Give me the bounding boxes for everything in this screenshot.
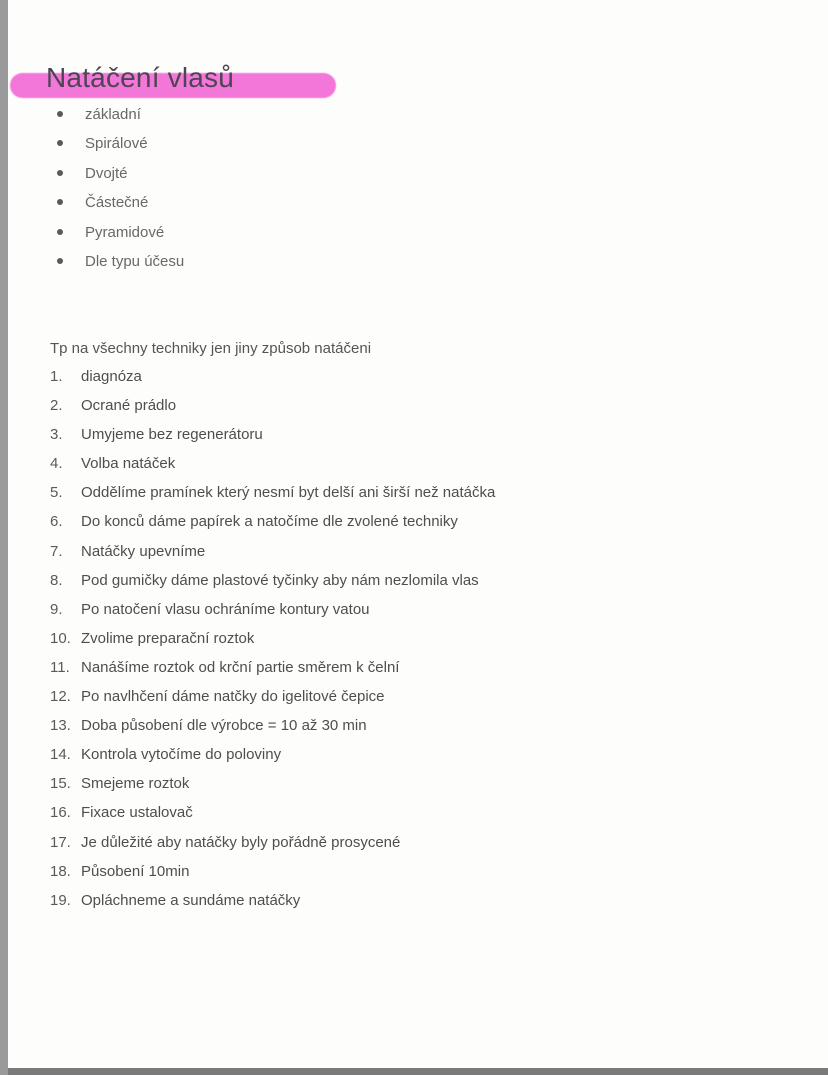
step-item: [50, 740, 495, 769]
scan-edge: [0, 0, 8, 1075]
step-text: Kontrola vytočíme do poloviny: [81, 746, 282, 764]
step-item: [50, 478, 495, 507]
intro-text: Tp na všechny techniky jen jiny způsob natáčeni: [50, 340, 372, 357]
list-item: [52, 218, 184, 247]
list-item: [52, 247, 184, 276]
step-item: [50, 769, 495, 798]
step-number: 1.: [50, 368, 63, 385]
step-item: [50, 682, 495, 711]
step-item: [50, 624, 495, 653]
step-text: Pod gumičky dáme plastové tyčinky aby nám nezlomila vlas: [81, 571, 479, 589]
type-label: Dvojté: [85, 164, 128, 182]
step-text: Fixace ustalovač: [81, 804, 193, 822]
list-item: [52, 129, 184, 158]
step-number: 6.: [50, 513, 63, 531]
step-number: 5.: [50, 484, 63, 502]
document-page: [8, 0, 828, 1068]
step-text: Doba působení dle výrobce = 10 až 30 min: [81, 717, 367, 735]
step-text: Působení 10min: [81, 862, 190, 880]
step-number: 13.: [50, 717, 71, 735]
bullet-icon: [57, 258, 63, 264]
step-item: [50, 886, 495, 915]
step-number: 7.: [50, 542, 63, 560]
step-text: Smejeme roztok: [81, 775, 190, 793]
step-text: Natáčky upevníme: [81, 542, 206, 560]
step-number: 10.: [50, 629, 71, 647]
page-title: Natáčení vlasů: [46, 62, 235, 93]
step-text: Do konců dáme papírek a natočíme dle zvolené techniky: [81, 513, 458, 531]
type-label: Dle typu účesu: [85, 252, 185, 270]
bullet-icon: [57, 229, 63, 235]
bullet-icon: [57, 199, 63, 205]
step-number: 17.: [50, 833, 71, 851]
step-text: Volba natáček: [81, 455, 176, 473]
step-number: 3.: [50, 426, 63, 444]
step-item: [50, 507, 495, 536]
step-item: [50, 857, 495, 886]
step-number: 2.: [50, 397, 63, 415]
step-text: Nanášíme roztok od krční partie směrem k čelní: [81, 658, 400, 676]
step-item: [50, 798, 495, 827]
step-text: Umyjeme bez regenerátoru: [81, 426, 263, 444]
step-item: [50, 828, 495, 857]
bullet-icon: [57, 170, 63, 176]
step-item: [50, 537, 495, 566]
step-item: [50, 391, 495, 420]
step-number: 18.: [50, 862, 71, 880]
types-list: [52, 100, 184, 276]
step-item: [50, 449, 495, 478]
step-number: 15.: [50, 775, 71, 793]
step-item: [50, 362, 495, 391]
type-label: Pyramidové: [85, 223, 165, 241]
step-number: 8.: [50, 571, 63, 589]
step-text: Po navlhčení dáme natčky do igelitové čepice: [81, 688, 385, 706]
step-text: Oddělíme pramínek který nesmí byt delší ani širší než natáčka: [81, 484, 496, 502]
step-item: [50, 595, 495, 624]
step-number: 19.: [50, 891, 71, 909]
bullet-icon: [57, 140, 63, 146]
type-label: Spirálové: [85, 135, 148, 153]
step-item: [50, 711, 495, 740]
step-text: Po natočení vlasu ochráníme kontury vatou: [81, 600, 370, 618]
step-text: Zvolime preparační roztok: [81, 629, 255, 647]
title-block: [46, 58, 234, 98]
type-label: Částečné: [85, 194, 149, 212]
steps-list: [50, 362, 495, 915]
step-text: diagnóza: [81, 368, 142, 385]
step-text: Opláchneme a sundáme natáčky: [81, 891, 301, 909]
step-number: 11.: [50, 658, 70, 676]
list-item: [52, 159, 184, 188]
step-number: 12.: [50, 688, 71, 706]
bullet-icon: [57, 111, 63, 117]
step-number: 14.: [50, 746, 71, 764]
list-item: [52, 100, 184, 129]
type-label: základní: [85, 106, 141, 123]
step-number: 4.: [50, 455, 63, 473]
step-text: Ocrané prádlo: [81, 397, 177, 415]
step-text: Je důležité aby natáčky byly pořádně prosycené: [81, 833, 401, 851]
list-item: [52, 188, 184, 217]
step-item: [50, 566, 495, 595]
step-item: [50, 420, 495, 449]
step-number: 9.: [50, 600, 63, 618]
step-item: [50, 653, 495, 682]
step-number: 16.: [50, 804, 71, 822]
